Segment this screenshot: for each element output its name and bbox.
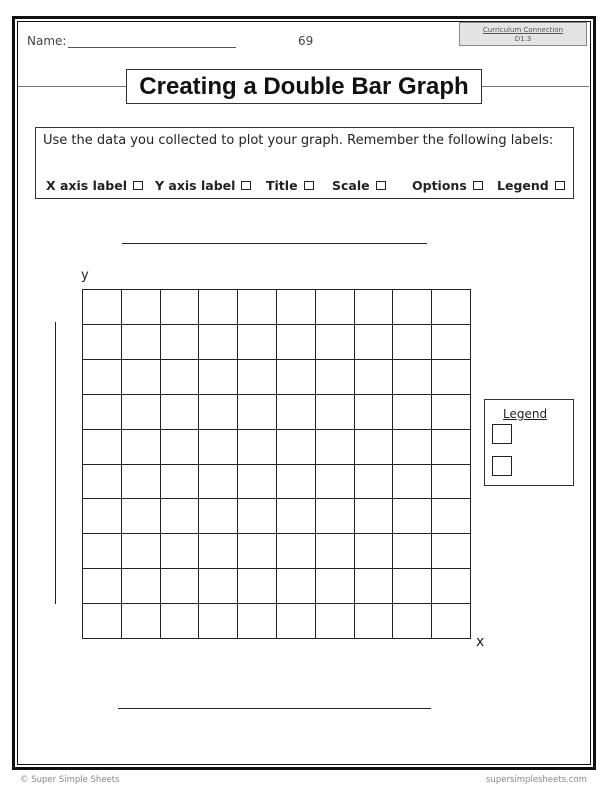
grid-cell (161, 569, 200, 604)
y-axis-letter: y (81, 268, 89, 283)
grid-cell (393, 360, 432, 395)
grid-cell (393, 499, 432, 534)
x-axis-label-line[interactable] (118, 708, 431, 709)
grid-cell (432, 534, 471, 569)
checkbox[interactable] (304, 181, 314, 190)
grid-cell (277, 604, 316, 639)
grid-cell (122, 604, 161, 639)
checklist-item-label: Legend (497, 177, 549, 193)
checkbox[interactable] (555, 181, 565, 190)
name-input-line[interactable] (68, 47, 236, 48)
grid-cell (238, 325, 277, 360)
checklist-item-title[interactable] (266, 178, 314, 192)
grid-cell (122, 499, 161, 534)
grid-cell (316, 325, 355, 360)
checklist-item-label: X axis label (46, 177, 127, 193)
grid-cell (355, 325, 394, 360)
grid-cell (432, 465, 471, 500)
checklist-item-y-axis-label[interactable] (155, 178, 251, 192)
grid-cell (122, 569, 161, 604)
curriculum-connection-title: Curriculum Connection (482, 26, 564, 34)
grid-cell (277, 569, 316, 604)
grid-cell (83, 430, 122, 465)
grid-cell (432, 360, 471, 395)
checkbox[interactable] (376, 181, 386, 190)
grid-cell (199, 499, 238, 534)
grid-cell (355, 534, 394, 569)
checklist-item-label: Options (412, 177, 467, 193)
grid-cell (238, 430, 277, 465)
grid-cell (355, 604, 394, 639)
checklist-item-label: Y axis label (155, 177, 236, 193)
grid-cell (83, 604, 122, 639)
grid-cell (122, 360, 161, 395)
page-title: Creating a Double Bar Graph (126, 69, 482, 104)
grid-cell (238, 569, 277, 604)
grid-cell (393, 569, 432, 604)
grid-cell (316, 604, 355, 639)
grid-cell (122, 430, 161, 465)
footer-copyright: © Super Simple Sheets (20, 775, 120, 785)
grid-cell (83, 290, 122, 325)
grid-cell (199, 360, 238, 395)
grid-cell (199, 395, 238, 430)
grid-cell (355, 499, 394, 534)
checklist-item-scale[interactable] (332, 178, 386, 192)
grid-cell (316, 465, 355, 500)
grid-cell (393, 290, 432, 325)
grid-cell (199, 290, 238, 325)
grid-cell (238, 290, 277, 325)
grid-cell (161, 290, 200, 325)
grid-cell (316, 290, 355, 325)
grid-cell (355, 569, 394, 604)
checkbox[interactable] (473, 181, 483, 190)
checklist-item-legend[interactable] (497, 178, 565, 192)
grid-cell (393, 604, 432, 639)
y-axis-label-line[interactable] (55, 322, 56, 604)
grid-cell (161, 604, 200, 639)
grid-cell (161, 534, 200, 569)
grid-cell (393, 395, 432, 430)
grid-cell (83, 465, 122, 500)
grid-cell (161, 325, 200, 360)
grid-cell (355, 465, 394, 500)
grid-cell (199, 430, 238, 465)
grid-cell (122, 534, 161, 569)
grid-cell (393, 534, 432, 569)
footer-website: supersimplesheets.com (486, 775, 587, 785)
grid-cell (161, 360, 200, 395)
grid-cell (83, 569, 122, 604)
grid-cell (161, 430, 200, 465)
curriculum-code: D1.3 (514, 35, 532, 43)
grid-cell (199, 534, 238, 569)
grid-cell (316, 360, 355, 395)
legend-title: Legend (503, 407, 548, 421)
grid-cell (432, 395, 471, 430)
grid-cell (161, 395, 200, 430)
grid-cell (122, 395, 161, 430)
grid-cell (238, 465, 277, 500)
grid-cell (277, 465, 316, 500)
name-label: Name: (27, 34, 67, 48)
grid-cell (277, 499, 316, 534)
grid-cell (238, 360, 277, 395)
grid-cell (277, 325, 316, 360)
grid-cell (199, 604, 238, 639)
grid-cell (199, 569, 238, 604)
grid-cell (161, 465, 200, 500)
page-number: 69 (298, 34, 314, 48)
grid-cell (316, 534, 355, 569)
grid-cell (161, 499, 200, 534)
grid-cell (432, 499, 471, 534)
x-axis-letter: x (476, 634, 485, 650)
grid-cell (316, 499, 355, 534)
legend-swatch-1[interactable] (492, 424, 512, 444)
grid-cell (355, 360, 394, 395)
grid-cell (355, 430, 394, 465)
grid-cell (316, 430, 355, 465)
grid-cell (238, 499, 277, 534)
checklist-item-label: Scale (332, 177, 370, 193)
grid-cell (393, 465, 432, 500)
grid-cell (393, 325, 432, 360)
grid-cell (277, 360, 316, 395)
checkbox[interactable] (133, 181, 143, 190)
grid-cell (83, 395, 122, 430)
graph-grid[interactable] (82, 289, 471, 639)
graph-title-line[interactable] (122, 243, 427, 244)
grid-cell (83, 534, 122, 569)
grid-cell (238, 604, 277, 639)
instructions-text: Use the data you collected to plot your graph. Remember the following labels: (43, 133, 554, 148)
checkbox[interactable] (241, 181, 251, 190)
grid-cell (122, 325, 161, 360)
grid-cell (355, 395, 394, 430)
grid-cell (432, 569, 471, 604)
grid-cell (199, 465, 238, 500)
grid-cell (432, 430, 471, 465)
grid-cell (355, 290, 394, 325)
grid-cell (83, 499, 122, 534)
checklist-item-x-axis-label[interactable] (46, 178, 143, 192)
grid-cell (199, 325, 238, 360)
grid-cell (393, 430, 432, 465)
checklist-item-label: Title (266, 177, 298, 193)
grid-cell (277, 395, 316, 430)
grid-cell (432, 290, 471, 325)
grid-cell (238, 534, 277, 569)
grid-cell (277, 534, 316, 569)
grid-cell (238, 395, 277, 430)
grid-cell (432, 604, 471, 639)
grid-cell (316, 569, 355, 604)
grid-cell (83, 325, 122, 360)
legend-box (484, 399, 574, 486)
grid-cell (316, 395, 355, 430)
curriculum-connection-box (459, 22, 587, 46)
checklist-item-options[interactable] (412, 178, 483, 192)
legend-swatch-2[interactable] (492, 456, 512, 476)
grid-cell (122, 465, 161, 500)
grid-cell (277, 290, 316, 325)
grid-cell (277, 430, 316, 465)
grid-cell (83, 360, 122, 395)
grid-cell (122, 290, 161, 325)
grid-cell (432, 325, 471, 360)
